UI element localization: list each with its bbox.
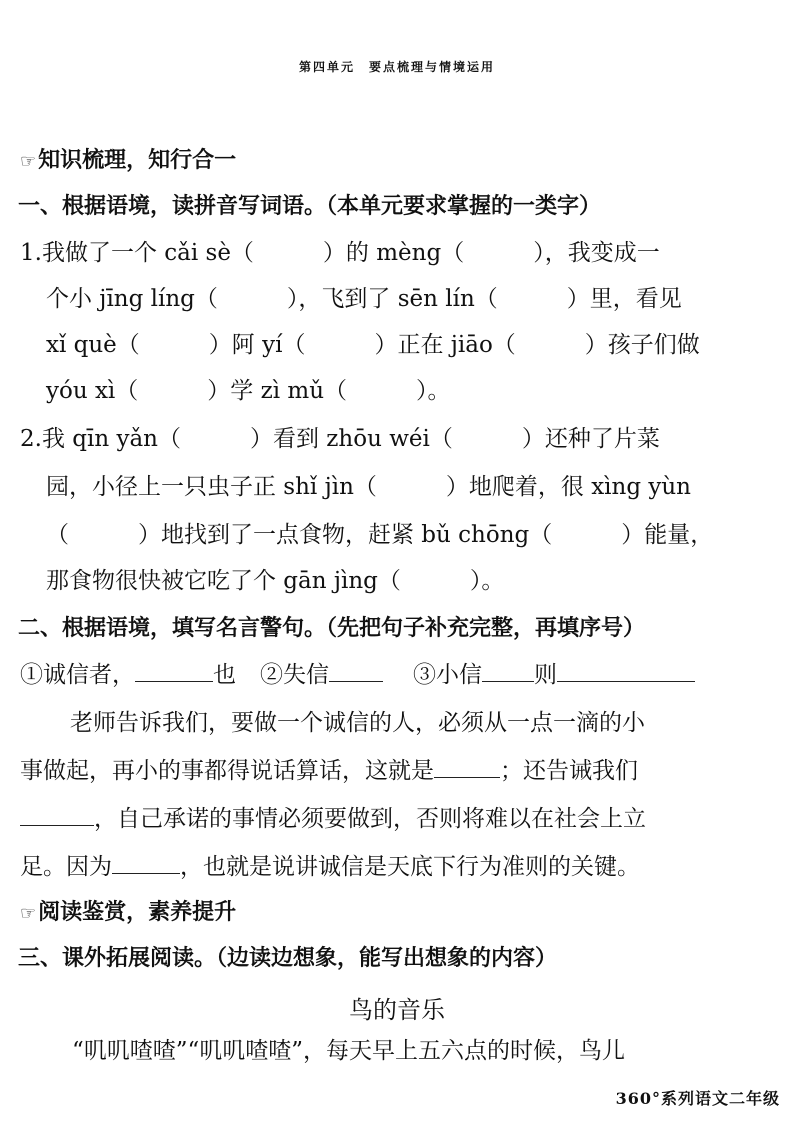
q2-paragraph-line-2-a: 事做起，再小的事都得说话算话，这就是 xyxy=(20,758,434,784)
q1-line-3: xǐ què（ ）阿 yí（ ）正在 jiāo（ ）孩子们做 xyxy=(46,332,700,358)
q2-heading: 二、根据语境，填写名言警句。（先把句子补充完整，再填序号） xyxy=(18,616,646,641)
q2-option-3-end: 则 xyxy=(534,662,557,688)
q2-paragraph-line-4-a: 足。因为 xyxy=(20,854,112,880)
q3-heading: 三、课外拓展阅读。（边读边想象，能写出想象的内容） xyxy=(18,946,558,971)
footer-series-label: 360°系列语文二年级 xyxy=(615,1089,780,1108)
q2-option-3-blank-2[interactable] xyxy=(557,661,695,682)
q1-line-4: yóu xì（ ）学 zì mǔ（ ）。 xyxy=(46,378,451,404)
q2-paragraph-line-4 xyxy=(20,852,640,882)
q2-paragraph-blank-2[interactable] xyxy=(20,805,94,826)
q1-line-2: 个小 jīng líng（ ），飞到了 sēn lín（ ）里，看见 xyxy=(46,286,682,312)
section-knowledge-label: 知识梳理，知行合一 xyxy=(38,148,237,173)
q2-options xyxy=(20,660,695,690)
story-title: 鸟的音乐 xyxy=(349,996,445,1024)
q2-option-2: ②失信 xyxy=(260,662,329,688)
pointing-hand-icon: ☞ xyxy=(20,151,37,172)
q1-line-6: 园，小径上一只虫子正 shǐ jìn（ ）地爬着，很 xìng yùn xyxy=(46,474,691,500)
q2-paragraph-line-2 xyxy=(20,756,638,786)
q2-paragraph-blank-3[interactable] xyxy=(112,853,180,874)
q1-heading: 一、根据语境，读拼音写词语。（本单元要求掌握的一类字） xyxy=(18,194,602,219)
page-title: 第四单元 要点梳理与情境运用 xyxy=(298,60,495,74)
q2-paragraph-line-3-text: ，自己承诺的事情必须要做到，否则将难以在社会上立 xyxy=(94,806,646,832)
q1-line-5: 2.我 qīn yǎn（ ）看到 zhōu wéi（ ）还种了片菜 xyxy=(20,426,660,452)
q2-paragraph-line-2-b: ；还告诫我们 xyxy=(500,758,638,784)
q2-paragraph-line-1: 老师告诉我们，要做一个诚信的人，必须从一点一滴的小 xyxy=(70,710,645,736)
section-knowledge xyxy=(20,146,236,177)
q2-option-1-end: 也 xyxy=(213,662,236,688)
q2-paragraph-line-4-b: ，也就是说讲诚信是天底下行为准则的关键。 xyxy=(180,854,640,880)
section-reading-label: 阅读鉴赏，素养提升 xyxy=(38,900,237,925)
q2-option-1: ①诚信者， xyxy=(20,662,135,688)
q2-option-3-blank-1[interactable] xyxy=(482,661,534,682)
q2-option-1-blank[interactable] xyxy=(135,661,213,682)
q2-paragraph-blank-1[interactable] xyxy=(434,757,500,778)
q2-option-3: ③小信 xyxy=(413,662,482,688)
q1-line-7: （ ）地找到了一点食物，赶紧 bǔ chōng（ ）能量， xyxy=(46,522,714,548)
pointing-hand-icon: ☞ xyxy=(20,903,37,924)
q1-line-1: 1.我做了一个 cǎi sè（ ）的 mèng（ ），我变成一 xyxy=(20,240,660,266)
q2-option-2-blank[interactable] xyxy=(329,661,383,682)
q1-line-8: 那食物很快被它吃了个 gān jìng（ ）。 xyxy=(46,568,505,594)
story-line-1: “叽叽喳喳”“叽叽喳喳”，每天早上五六点的时候，鸟儿 xyxy=(72,1038,626,1064)
q2-paragraph-line-3 xyxy=(20,804,646,834)
section-reading xyxy=(20,898,236,929)
